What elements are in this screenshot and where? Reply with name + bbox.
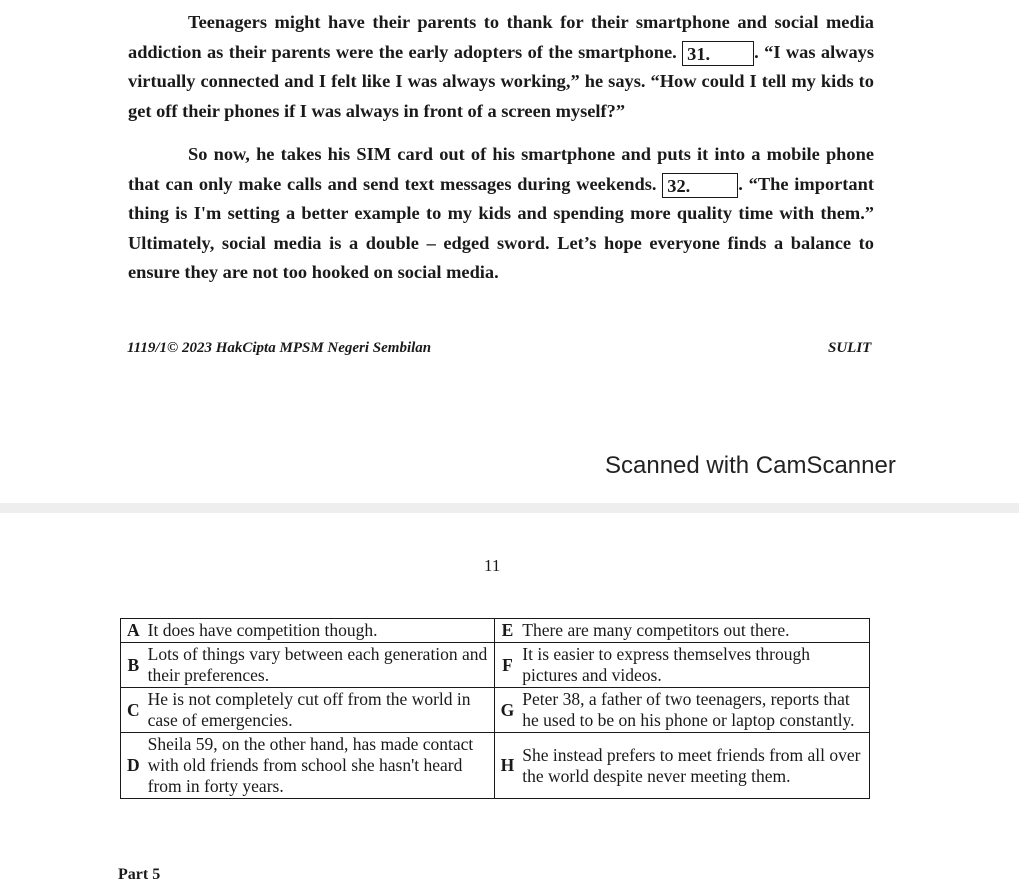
option-letter: D <box>121 733 142 799</box>
blank-31-box[interactable]: 31. <box>682 41 754 66</box>
page-number: 11 <box>484 556 501 575</box>
option-text: It is easier to express themselves through pictures and videos. <box>516 643 869 688</box>
para1-after-text: . “I was always virtually connected and I felt like I was always working,” he says. “How could I tell my kids to get off their phones if I was always in front of a screen myself?” <box>128 41 875 121</box>
option-text: She instead prefers to meet friends from all over the world despite never meeting them. <box>516 733 869 799</box>
option-letter: G <box>494 688 516 733</box>
para2-before-text: So now, he takes his SIM card out of his smartphone and puts it into a mobile phone that can only make calls and send text messages during weekends. <box>128 144 874 194</box>
option-letter: F <box>494 643 516 688</box>
option-text: There are many competitors out there. <box>516 619 869 643</box>
scanner-watermark: Scanned with CamScanner <box>605 452 896 479</box>
option-letter: H <box>494 733 516 799</box>
para2-after-text: . “The important thing is I'm setting a better example to my kids and spending more quality time with them.” Ultimately, social media is a double – edged sword. Let’s hope everyone finds a balance to ensure they are not too hooked on social media. <box>128 173 874 282</box>
option-text: Peter 38, a father of two teenagers, reports that he used to be on his phone or laptop constantly. <box>516 688 869 733</box>
options-row <box>121 733 870 799</box>
options-row <box>121 643 870 688</box>
options-table <box>120 618 870 799</box>
option-text: Sheila 59, on the other hand, has made contact with old friends from school she hasn't heard from in forty years. <box>142 733 495 799</box>
option-letter: B <box>121 643 142 688</box>
blank-32-box[interactable]: 32. <box>662 173 738 198</box>
passage-paragraph-2 <box>128 140 874 288</box>
option-text: Lots of things vary between each generation and their preferences. <box>142 643 495 688</box>
options-row <box>121 688 870 733</box>
para1-before-text: Teenagers might have their parents to thank for their smartphone and social media addiction as their parents were the early adopters of the smartphone. <box>128 12 874 62</box>
footer-sulit: SULIT <box>828 340 872 356</box>
option-letter: C <box>121 688 142 733</box>
option-letter: E <box>494 619 516 643</box>
options-row <box>121 619 870 643</box>
option-text: It does have competition though. <box>142 619 495 643</box>
passage-paragraph-1 <box>128 8 874 126</box>
part-label: Part 5 <box>118 866 161 883</box>
page-separator <box>0 503 1019 513</box>
option-text: He is not completely cut off from the world in case of emergencies. <box>142 688 495 733</box>
footer-copyright: 1119/1© 2023 HakCipta MPSM Negeri Sembilan <box>127 340 432 356</box>
option-letter: A <box>121 619 142 643</box>
